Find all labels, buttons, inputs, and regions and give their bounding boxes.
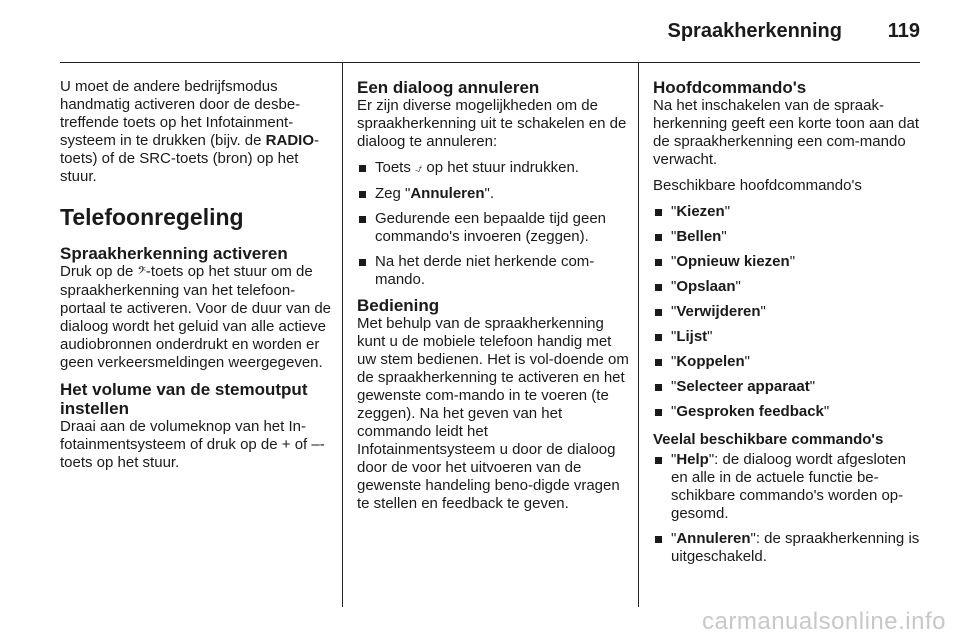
common-commands-heading: Veelal beschikbare commando's — [653, 431, 884, 448]
command-label: Kiezen — [676, 203, 725, 220]
command-label: Verwijderen — [676, 303, 761, 320]
list-item: Gedurende een bepaalde tijd geen commando's invoeren (zeggen). — [357, 210, 630, 246]
activate-text-end: -toets op het stuur om de spraakherkenning van het telefoon-portaal te activeren. Voor de duur van de dialoog wordt het geluid van alle actieve audiobronnen onderdrukt en worden er geen verkeersmeldingen weergegeven. — [60, 263, 332, 371]
intro-paragraph — [60, 78, 334, 186]
page-header — [60, 0, 920, 63]
page-number: 119 — [887, 20, 920, 42]
radio-key-label: RADIO — [265, 132, 314, 149]
list-item: "Kiezen" — [653, 203, 922, 221]
cancel-dialog-intro: Er zijn diverse mogelijkheden om de spraakherkenning uit te schakelen en de dialoog te annuleren: — [357, 97, 627, 150]
operation-heading: Bediening — [357, 296, 440, 315]
command-description: : de spraakherkenning is uitgeschakeld. — [671, 530, 920, 565]
command-label: Selecteer apparaat — [676, 378, 810, 395]
cancel-options-list — [357, 159, 630, 289]
available-commands-label: Beschikbare hoofdcommando's — [653, 177, 862, 194]
list-item: "Selecteer apparaat" — [653, 378, 922, 396]
command-label: Opslaan — [676, 278, 736, 295]
column-right — [638, 62, 922, 607]
list-item-text: Zeg " — [375, 185, 411, 202]
command-label: Help — [676, 451, 709, 468]
volume-paragraph: Draai aan de volumeknop van het In-fotainmentsysteem of druk op de + of –-toets op het stuur. — [60, 418, 325, 471]
volume-heading: Het volume van de stemoutput instellen — [60, 380, 308, 418]
activate-text: Druk op de — [60, 263, 138, 280]
list-item: "Bellen" — [653, 228, 922, 246]
list-item — [357, 185, 630, 203]
list-item: Na het derde niet herkende com-mando. — [357, 253, 630, 289]
list-item: "Help": de dialoog wordt afgesloten en alle in de actuele functie be-schikbare commando's worden op-gesomd. — [653, 451, 922, 523]
intro-text: U moet de andere bedrijfsmodus handmatig activeren door de desbe-treffende toets op het Infotainment-systeem in te drukken (bijv. de — [60, 78, 301, 149]
main-commands-list — [653, 203, 922, 421]
command-description: : de dialoog wordt afgesloten en alle in de actuele functie be-schikbare commando's worden op-gesomd. — [671, 451, 906, 522]
list-item-text: Toets — [375, 159, 416, 176]
main-commands-heading: Hoofdcommando's — [653, 78, 807, 97]
activate-heading: Spraakherkenning activeren — [60, 244, 288, 263]
section-title: Telefoonregeling — [60, 204, 244, 230]
command-label: Koppelen — [676, 353, 745, 370]
column-left — [60, 62, 342, 608]
list-item — [357, 159, 630, 178]
watermark: carmanualsonline.info — [702, 608, 946, 635]
command-label: Lijst — [676, 328, 708, 345]
activate-paragraph — [60, 263, 334, 372]
main-commands-intro: Na het inschakelen van de spraak-herkenning geeft een korte toon aan dat de spraakherkenning een com-mando verwacht. — [653, 97, 920, 168]
operation-paragraph: Met behulp van de spraakherkenning kunt u de mobiele telefoon handig met uw stem bedienen. Het is vol-doende om de spraakherkenning te activeren en het gewenste com-mando in te voeren (te zeggen). Na het geven van het commando leidt het Infotainmentsysteem u door de dialoog door de voor het uitvoeren van de gewenste handeling beno-digde vragen te stellen en feedback te geven. — [357, 315, 629, 512]
command-label: Gesproken feedback — [676, 403, 824, 420]
cancel-dialog-heading: Een dialoog annuleren — [357, 78, 540, 97]
command-label: Annuleren — [410, 185, 485, 202]
running-title: Spraakherkenning — [667, 20, 842, 42]
list-item: "Koppelen" — [653, 353, 922, 371]
column-middle — [342, 62, 638, 607]
list-item: "Gesproken feedback" — [653, 403, 922, 421]
command-label: Opnieuw kiezen — [676, 253, 790, 270]
list-item: "Annuleren": de spraakherkenning is uitgeschakeld. — [653, 530, 922, 566]
list-item: "Opslaan" — [653, 278, 922, 296]
command-label: Bellen — [676, 228, 722, 245]
intro-text-end: -toets) of de SRC-toets (bron) op het stuur. — [60, 132, 319, 185]
list-item: "Verwijderen" — [653, 303, 922, 321]
voice-key-icon: 𝄢 — [137, 265, 146, 280]
list-item-text: op het stuur indrukken. — [422, 159, 579, 176]
list-item: "Opnieuw kiezen" — [653, 253, 922, 271]
hangup-key-icon: ⍻ — [415, 161, 423, 176]
command-label: Annuleren — [676, 530, 751, 547]
list-item: "Lijst" — [653, 328, 922, 346]
common-commands-list — [653, 451, 922, 566]
list-item-text: ". — [484, 185, 495, 202]
